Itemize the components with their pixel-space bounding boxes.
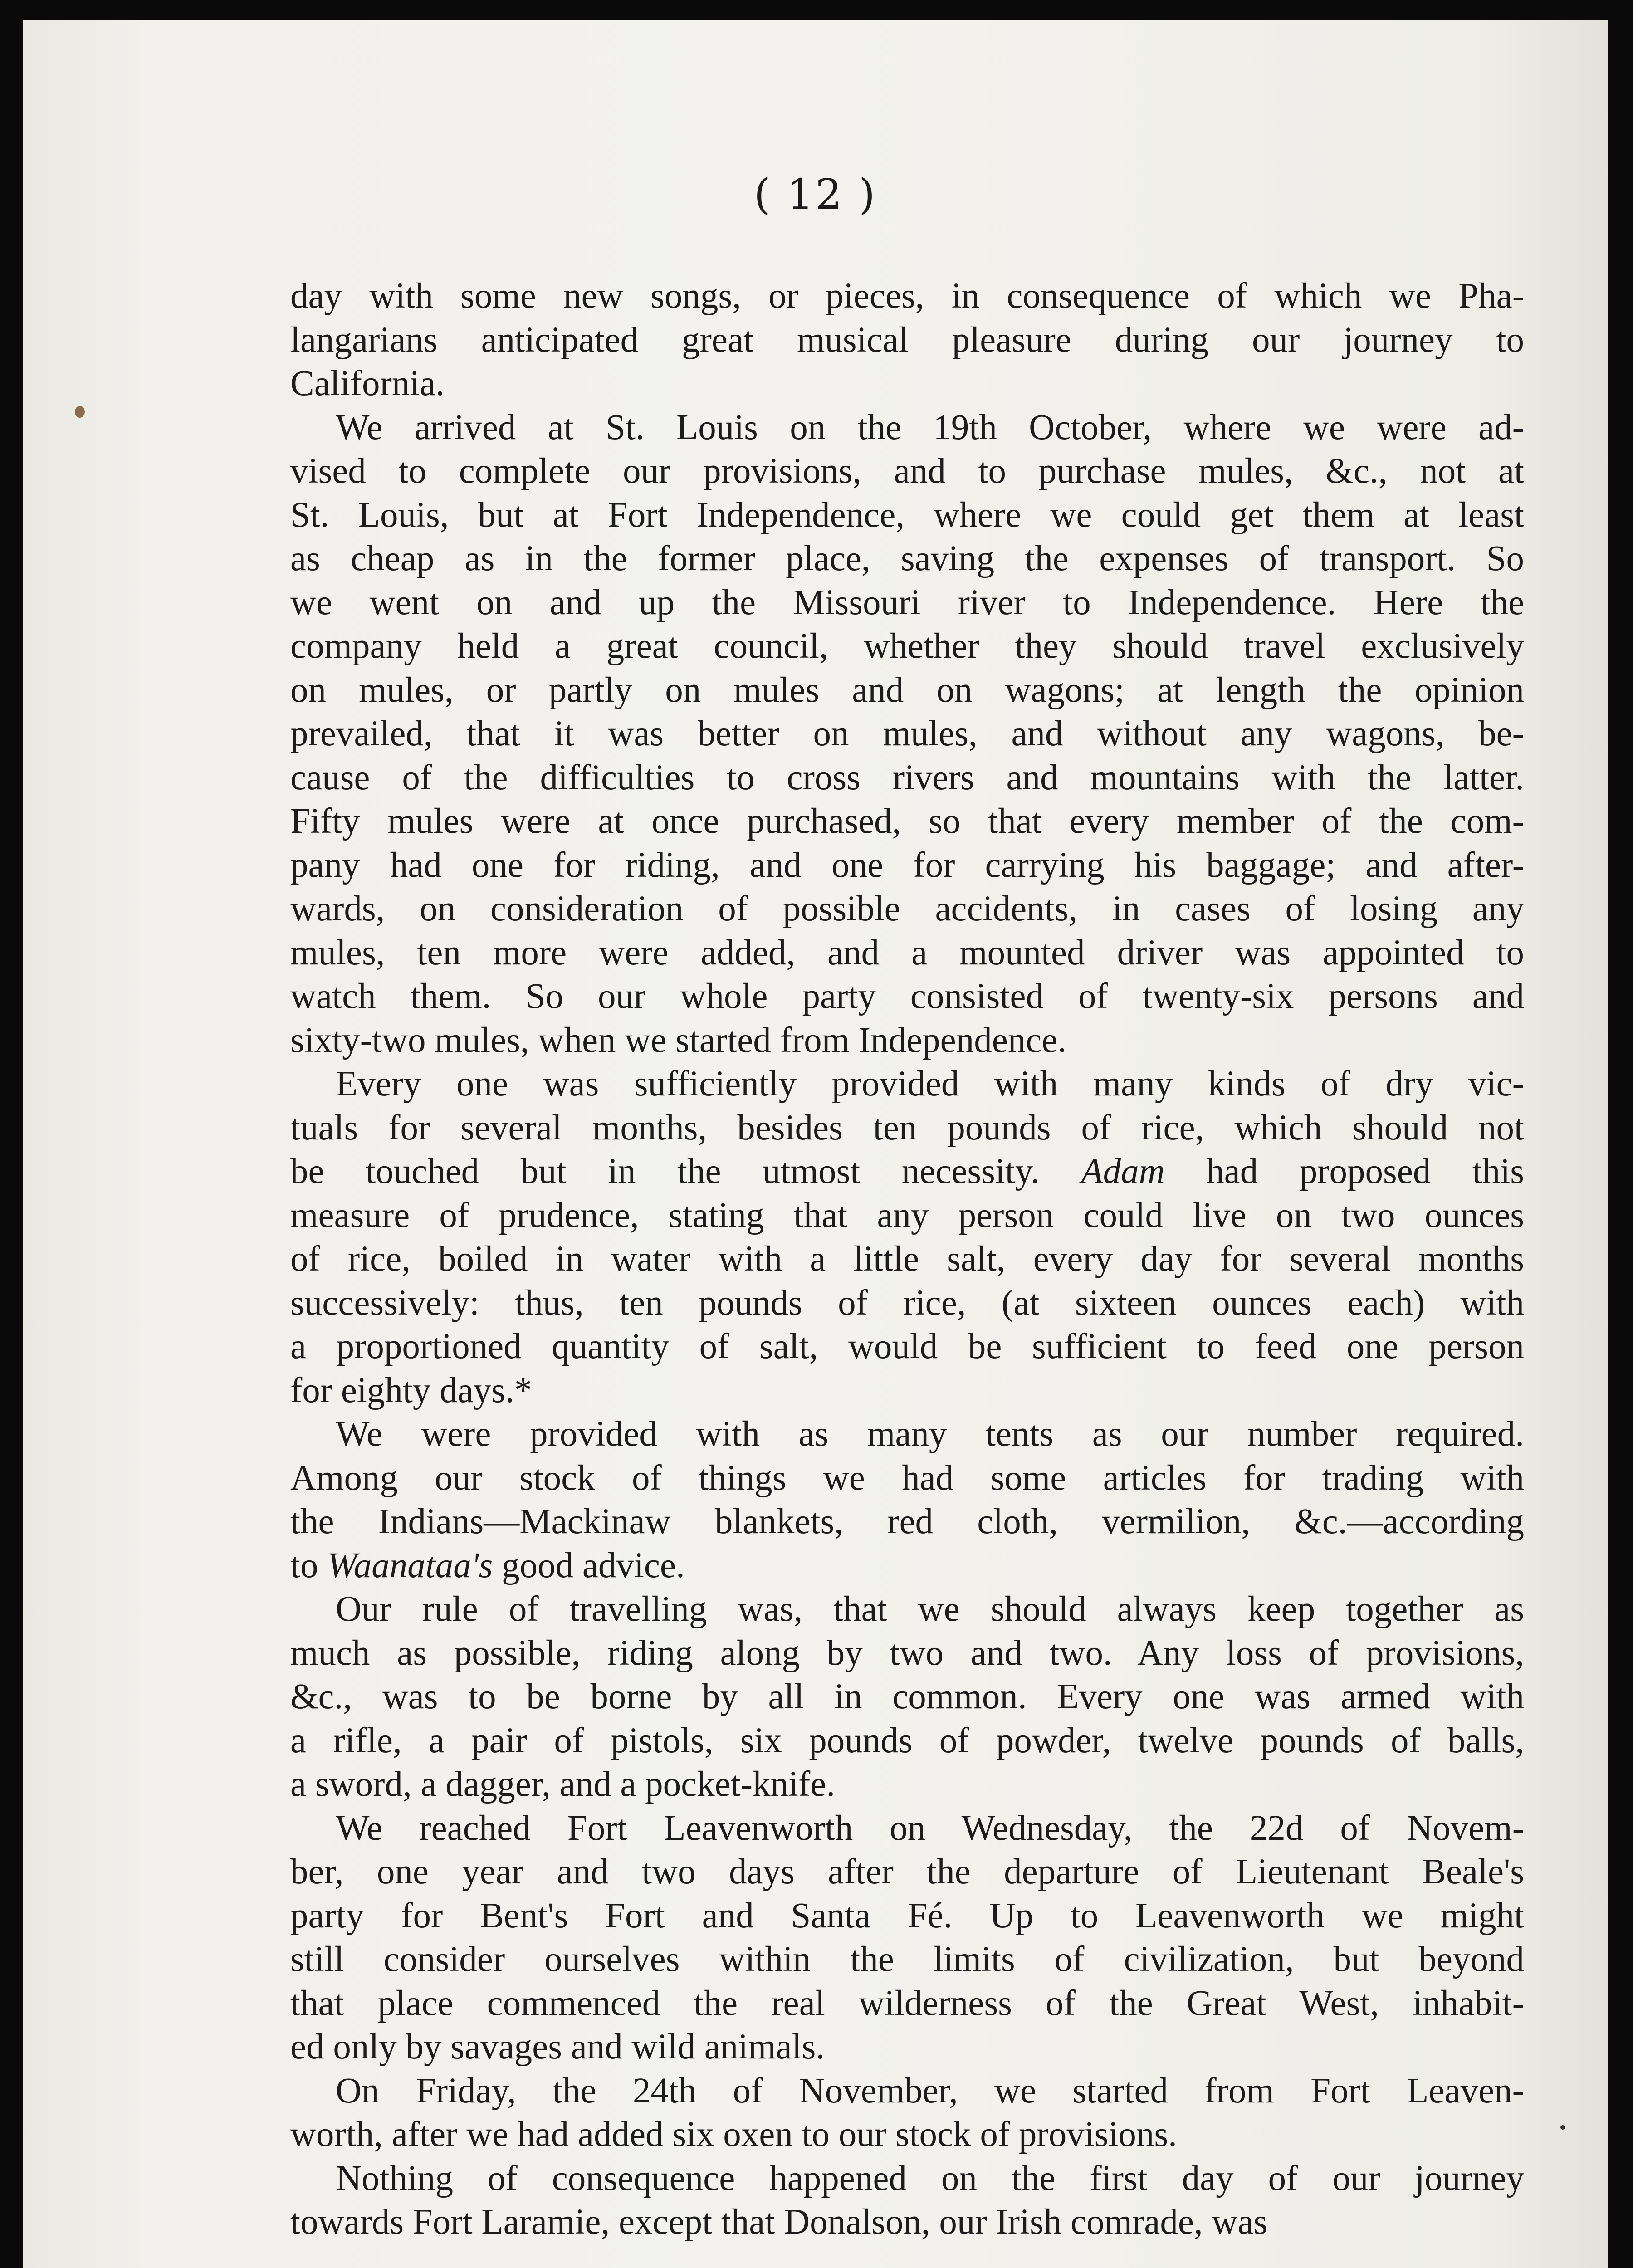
text-line: much as possible, riding along by two and two. Any loss of provisions, bbox=[290, 1633, 1524, 1673]
text-line: successively: thus, ten pounds of rice, (at sixteen ounces each) with bbox=[290, 1283, 1524, 1323]
page-number: ( 12 ) bbox=[753, 170, 877, 219]
text-line: Nothing of consequence happened on the first day of our journey bbox=[336, 2158, 1524, 2198]
text-line: vised to complete our provisions, and to purchase mules, &c., not at bbox=[290, 451, 1524, 491]
text-line: of rice, boiled in water with a little salt, every day for several months bbox=[290, 1239, 1524, 1279]
text-line: On Friday, the 24th of November, we started from Fort Leaven- bbox=[336, 2071, 1524, 2111]
paragraph bbox=[290, 2069, 1524, 2157]
text-line: worth, after we had added six oxen to our stock of provisions. bbox=[290, 2115, 1177, 2154]
text-line: ber, one year and two days after the departure of Lieutenant Beale's bbox=[290, 1852, 1524, 1892]
text-line: Among our stock of things we had some articles for trading with bbox=[290, 1458, 1524, 1498]
text-line: ed only by savages and wild animals. bbox=[290, 2027, 825, 2067]
text-line: for eighty days.* bbox=[290, 1370, 533, 1410]
text-line: a sword, a dagger, and a pocket-knife. bbox=[290, 1765, 836, 1804]
text-line: tuals for several months, besides ten pounds of rice, which should not bbox=[290, 1108, 1524, 1148]
text-line: watch them. So our whole party consisted of twenty-six persons and bbox=[290, 977, 1524, 1016]
paragraph bbox=[290, 2157, 1524, 2244]
text-line: day with some new songs, or pieces, in consequence of which we Pha- bbox=[290, 276, 1524, 316]
text-line: to Waanataa's good advice. bbox=[290, 1545, 685, 1585]
body-text bbox=[290, 274, 1524, 2244]
text-line: &c., was to be borne by all in common. Every one was armed with bbox=[290, 1677, 1524, 1716]
text-line: that place commenced the real wilderness of the Great West, inhabit- bbox=[290, 1983, 1524, 2023]
text-line: party for Bent's Fort and Santa Fé. Up to Leavenworth we might bbox=[290, 1896, 1524, 1936]
text-line: langarians anticipated great musical pleasure during our journey to bbox=[290, 320, 1524, 360]
text-line: sixty-two mules, when we started from Independence. bbox=[290, 1020, 1067, 1060]
text-line: California. bbox=[290, 364, 445, 403]
paragraph bbox=[290, 274, 1524, 406]
text-line: St. Louis, but at Fort Independence, where we could get them at least bbox=[290, 495, 1524, 535]
text-line: a proportioned quantity of salt, would be sufficient to feed one person bbox=[290, 1327, 1524, 1366]
text-line: prevailed, that it was better on mules, and without any wagons, be- bbox=[290, 714, 1524, 753]
paper-speck bbox=[75, 406, 85, 418]
paragraph bbox=[290, 406, 1524, 1063]
text-line: mules, ten more were added, and a mounted driver was appointed to bbox=[290, 933, 1524, 973]
text-line: pany had one for riding, and one for carrying his baggage; and after- bbox=[290, 845, 1524, 885]
text-line: cause of the difficulties to cross rivers and mountains with the latter. bbox=[290, 758, 1524, 797]
text-line: still consider ourselves within the limits of civilization, but beyond bbox=[290, 1940, 1524, 1979]
text-line: measure of prudence, stating that any person could live on two ounces bbox=[290, 1195, 1524, 1235]
text-line: Fifty mules were at once purchased, so that every member of the com- bbox=[290, 802, 1524, 841]
text-line: we went on and up the Missouri river to Independence. Here the bbox=[290, 582, 1524, 622]
text-line: We reached Fort Leavenworth on Wednesday, the 22d of Novem- bbox=[336, 1808, 1524, 1848]
text-line: company held a great council, whether they should travel exclusively bbox=[290, 626, 1524, 666]
text-line: We were provided with as many tents as our number required. bbox=[336, 1414, 1524, 1454]
text-line: a rifle, a pair of pistols, six pounds of powder, twelve pounds of balls, bbox=[290, 1721, 1524, 1760]
text-line: the Indians—Mackinaw blankets, red cloth, vermilion, &c.—according bbox=[290, 1502, 1524, 1541]
text-line: Every one was sufficiently provided with many kinds of dry vic- bbox=[336, 1064, 1524, 1104]
text-line: wards, on consideration of possible accidents, in cases of losing any bbox=[290, 889, 1524, 929]
paragraph bbox=[290, 1062, 1524, 1413]
book-page bbox=[23, 20, 1608, 2268]
text-line: be touched but in the utmost necessity. Adam had proposed this bbox=[290, 1152, 1524, 1191]
paragraph bbox=[290, 1413, 1524, 1588]
paragraph bbox=[290, 1807, 1524, 2069]
text-line: Our rule of travelling was, that we should always keep together as bbox=[336, 1589, 1524, 1629]
text-line: as cheap as in the former place, saving the expenses of transport. So bbox=[290, 539, 1524, 578]
paragraph bbox=[290, 1588, 1524, 1807]
paper-speck bbox=[1560, 2125, 1565, 2130]
text-line: We arrived at St. Louis on the 19th October, where we were ad- bbox=[336, 407, 1524, 447]
text-line: on mules, or partly on mules and on wagons; at length the opinion bbox=[290, 670, 1524, 710]
text-line: towards Fort Laramie, except that Donalson, our Irish comrade, was bbox=[290, 2202, 1268, 2242]
